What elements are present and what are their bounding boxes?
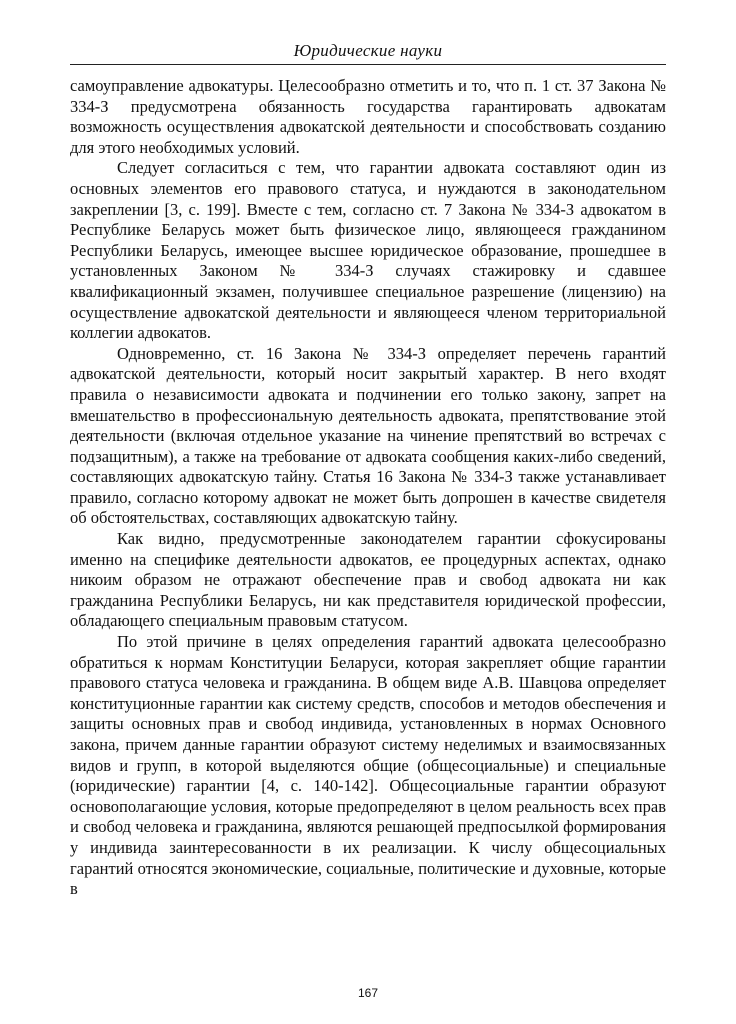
paragraph-1: самоуправление адвокатуры. Целесообразно отметить и то, что п. 1 ст. 37 Закона № 334-З предусмотрена обязанность государства гарантировать адвокатам возможность осуществления адвокатской деятельности и способствовать созданию для этого необходимых условий. (70, 76, 666, 157)
article-body (70, 76, 666, 900)
paragraph-3: Одновременно, ст. 16 Закона № 334-З определяет перечень гарантий адвокатской деятельности, который носит закрытый характер. В него входят правила о независимости адвоката и подчинении его только закону, запрет на вмешательство в профессиональную деятельность адвоката, препятствование этой деятельности (включая отдельное указание на чинение препятствий во встречах с подзащитным), а также на требование от адвоката сообщения каких-либо сведений, составляющих адвокатскую тайну. Статья 16 Закона № 334-З также устанавливает правило, согласно которому адвокат не может быть допрошен в качестве свидетеля об обстоятельствах, составляющих адвокатскую тайну. (70, 343, 666, 528)
paragraph-2: Следует согласиться с тем, что гарантии адвоката составляют один из основных элементов его правового статуса, и нуждаются в законодательном закреплении [3, с. 199]. Вместе с тем, согласно ст. 7 Закона № 334-З адвокатом в Республике Беларусь может быть физическое лицо, являющееся гражданином Республики Беларусь, имеющее высшее юридическое образование, прошедшее в установленных Законом № 334-З случаях стажировку и сдавшее квалификационный экзамен, получившее специальное разрешение (лицензию) на осуществление адвокатской деятельности и являющееся членом территориальной коллегии адвокатов. (70, 158, 666, 343)
running-header: Юридические науки (293, 41, 443, 60)
page-number: 167 (357, 986, 379, 1000)
paragraph-4: Как видно, предусмотренные законодателем гарантии сфокусированы именно на специфике деятельности адвокатов, ее процедурных аспектах, однако никоим образом не отражают обеспечение прав и свобод адвоката ни как гражданина Республики Беларусь, ни как представителя юридической профессии, обладающего специальным правовым статусом. (70, 529, 666, 631)
paragraph-5: По этой причине в целях определения гарантий адвоката целесообразно обратиться к нормам Конституции Беларуси, которая закрепляет общие гарантии правового статуса человека и гражданина. В общем виде А.В. Шавцова определяет конституционные гарантии как систему средств, способов и методов обеспечения и защиты основных прав и свобод индивида, установленных в нормах Основного закона, причем данные гарантии образуют систему неделимых и взаимосвязанных видов и групп, в которой выделяются общие (общесоциальные) и специальные (юридические) гарантии [4, с. 140-142]. Общесоциальные гарантии образуют основополагающие условия, которые предопределяют в целом реальность всех прав и свобод человека и гражданина, являются решающей предпосылкой формирования у индивида заинтересованности в их реализации. К числу общесоциальных гарантий относятся экономические, социальные, политические и духовные, которые в (70, 632, 666, 899)
header-divider (70, 64, 666, 65)
